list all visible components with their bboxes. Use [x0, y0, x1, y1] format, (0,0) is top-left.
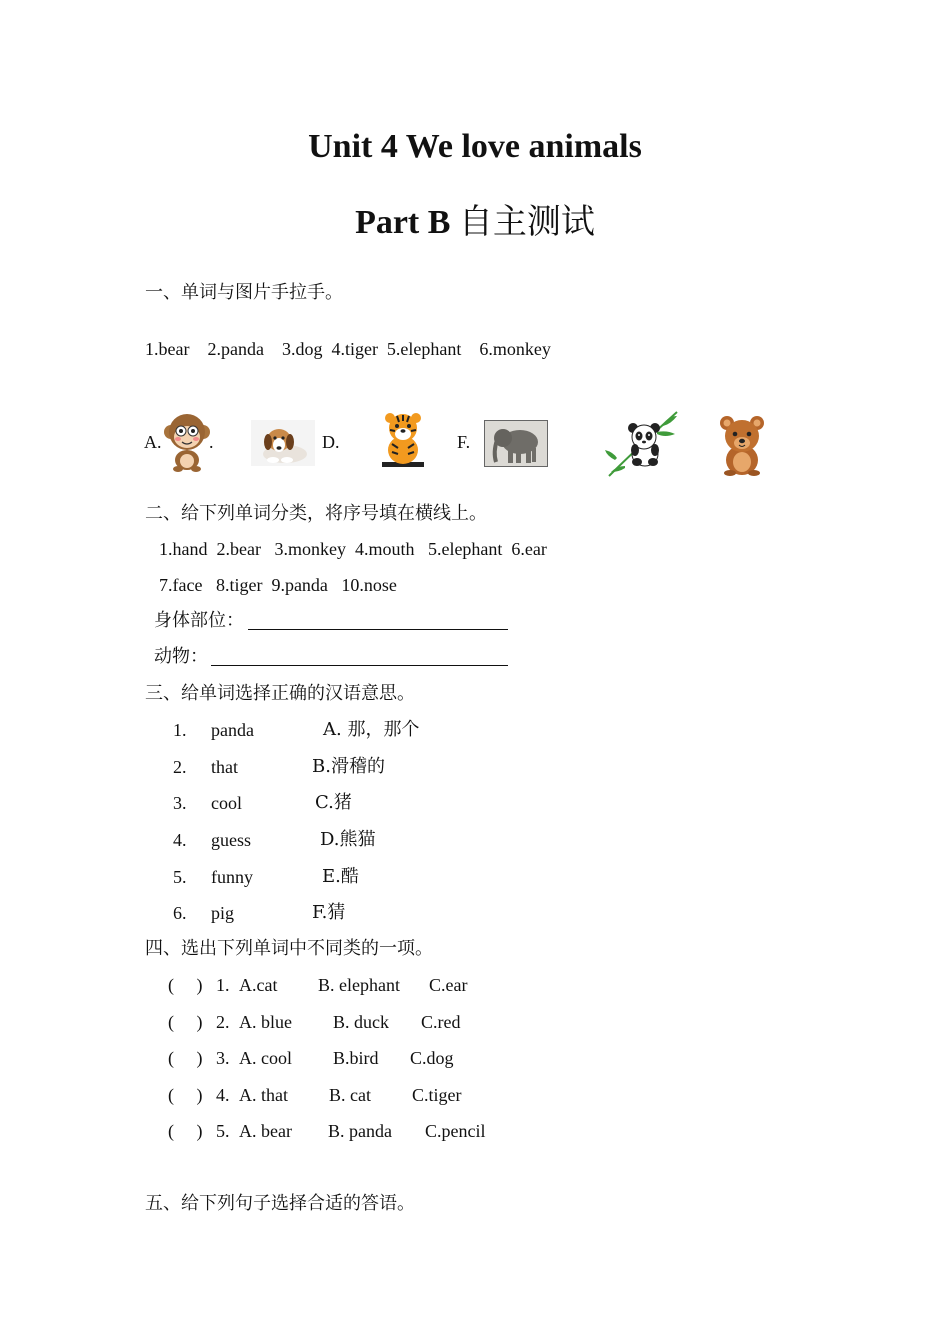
meaning-row-word: pig: [211, 903, 235, 923]
option-a: A.cat: [239, 975, 278, 995]
meaning-row-option: F.猜: [312, 902, 346, 923]
option-b: B. panda: [328, 1121, 392, 1141]
elephant-picture: [484, 420, 548, 467]
animals-answer-line[interactable]: [211, 648, 508, 666]
meaning-row-num: 1.: [173, 720, 187, 740]
option-c: C.ear: [429, 975, 468, 995]
subtitle-english: Part B: [355, 204, 451, 241]
answer-blank-parens[interactable]: ( ): [168, 1085, 203, 1105]
meaning-row-word: funny: [211, 867, 253, 887]
section5-heading: 五、给下列句子选择合适的答语。: [145, 1193, 415, 1214]
section2-word-line-2: 7.face 8.tiger 9.panda 10.nose: [159, 575, 397, 595]
meaning-row-word: panda: [211, 720, 254, 740]
section2-heading: 二、给下列单词分类，将序号填在横线上。: [145, 503, 487, 524]
option-c: C.dog: [410, 1048, 454, 1068]
page-title: Unit 4 We love animals: [308, 128, 642, 165]
meaning-row-num: 5.: [173, 867, 187, 887]
meaning-row-option: D.熊猫: [320, 829, 376, 850]
meaning-row-option: A. 那，那个: [323, 719, 420, 740]
picture-label-dot: .: [209, 432, 214, 452]
option-a: A. cool: [239, 1048, 292, 1068]
body-parts-answer-line[interactable]: [248, 612, 508, 630]
section2-word-line-1: 1.hand 2.bear 3.monkey 4.mouth 5.elephant 6.ear: [159, 539, 547, 559]
body-parts-label: 身体部位：: [154, 610, 244, 631]
bear-picture: [716, 414, 768, 476]
option-a: A. blue: [239, 1012, 292, 1032]
section1-heading: 一、单词与图片手拉手。: [145, 282, 343, 303]
section3-heading: 三、给单词选择正确的汉语意思。: [145, 683, 415, 704]
option-b: B. elephant: [318, 975, 400, 995]
meaning-row-option: E.酷: [322, 866, 359, 887]
option-b: B. duck: [333, 1012, 389, 1032]
animals-label: 动物：: [154, 646, 208, 667]
question-number: 4.: [216, 1085, 230, 1105]
option-b: B. cat: [329, 1085, 371, 1105]
meaning-row-option: B.滑稽的: [312, 756, 385, 777]
page-subtitle: [0, 194, 950, 243]
meaning-row-option: C.猪: [315, 792, 352, 813]
option-c: C.pencil: [425, 1121, 486, 1141]
meaning-row-num: 6.: [173, 903, 187, 923]
meaning-row-word: guess: [211, 830, 251, 850]
subtitle-chinese: 自主测试: [458, 202, 595, 242]
option-c: C.red: [421, 1012, 461, 1032]
answer-blank-parens[interactable]: ( ): [168, 1121, 203, 1141]
section4-heading: 四、选出下列单词中不同类的一项。: [145, 938, 433, 959]
picture-label-d: D.: [322, 432, 340, 452]
tiger-picture: [380, 410, 426, 468]
question-number: 5.: [216, 1121, 230, 1141]
meaning-row-word: that: [211, 757, 238, 777]
answer-blank-parens[interactable]: ( ): [168, 1048, 203, 1068]
option-b: B.bird: [333, 1048, 379, 1068]
option-a: A. that: [239, 1085, 288, 1105]
picture-label-f: F.: [457, 432, 471, 452]
question-number: 1.: [216, 975, 230, 995]
question-number: 3.: [216, 1048, 230, 1068]
meaning-row-word: cool: [211, 793, 242, 813]
section1-word-list: 1.bear 2.panda 3.dog 4.tiger 5.elephant 6.monkey: [145, 339, 551, 359]
monkey-picture: [162, 410, 212, 472]
meaning-row-num: 4.: [173, 830, 187, 850]
option-c: C.tiger: [412, 1085, 462, 1105]
meaning-row-num: 3.: [173, 793, 187, 813]
meaning-row-num: 2.: [173, 757, 187, 777]
panda-picture: [605, 410, 679, 478]
question-number: 2.: [216, 1012, 230, 1032]
answer-blank-parens[interactable]: ( ): [168, 1012, 203, 1032]
answer-blank-parens[interactable]: ( ): [168, 975, 203, 995]
dog-picture: [251, 420, 315, 466]
option-a: A. bear: [239, 1121, 292, 1141]
picture-label-a: A.: [144, 432, 162, 452]
